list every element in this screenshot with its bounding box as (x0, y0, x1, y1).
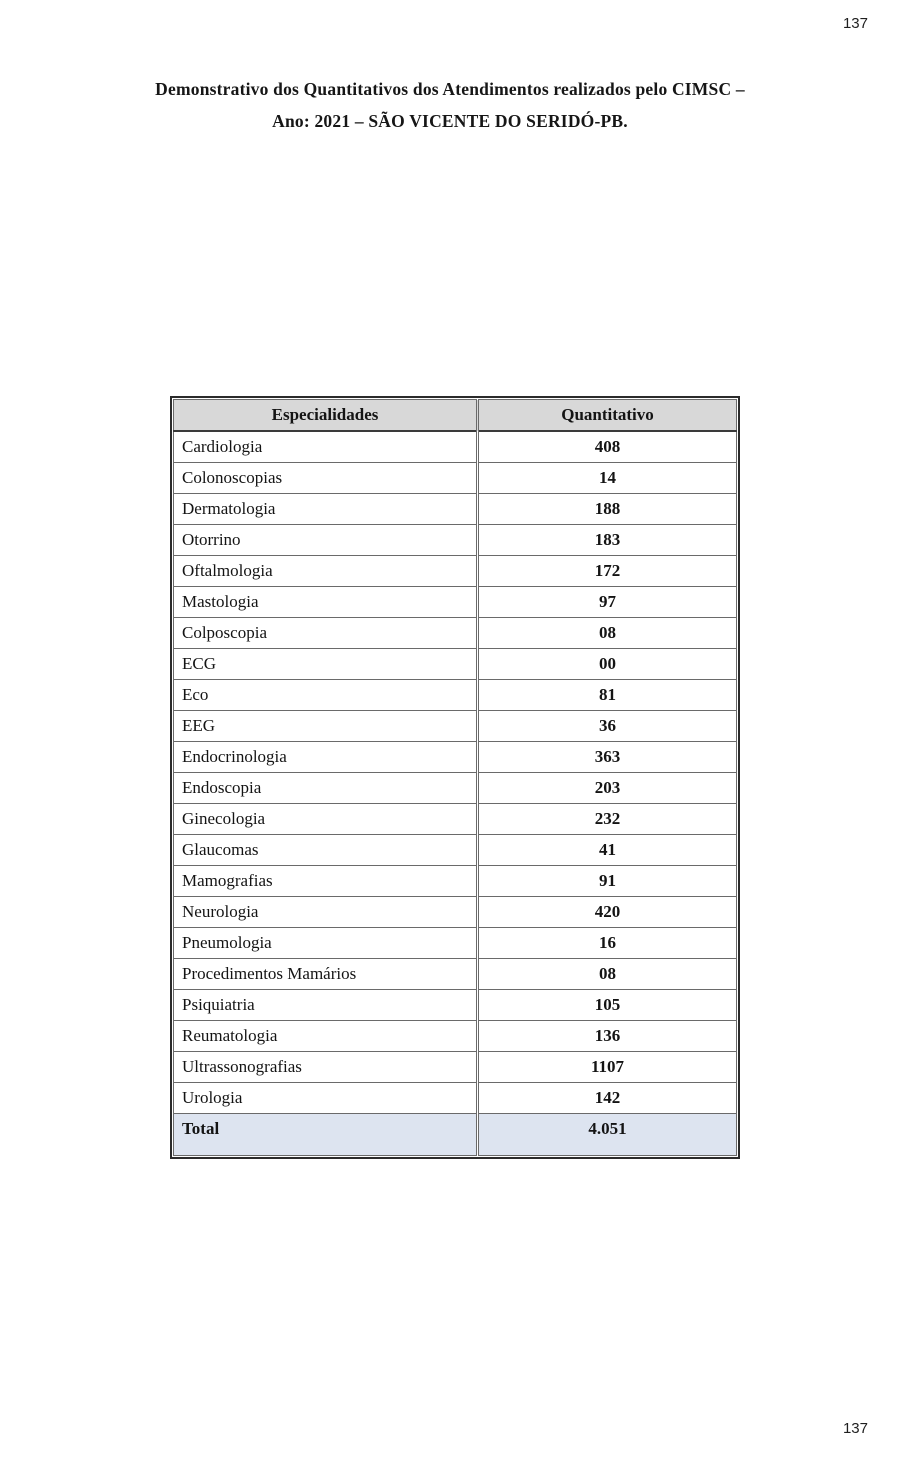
cell-especialidade: Colposcopia (174, 618, 478, 649)
cell-especialidade: Neurologia (174, 897, 478, 928)
table-row (174, 1052, 737, 1083)
cell-especialidade: Glaucomas (174, 835, 478, 866)
page-title-line-2: Ano: 2021 – SÃO VICENTE DO SERIDÓ-PB. (272, 111, 628, 131)
cell-especialidade: Urologia (174, 1083, 478, 1114)
cell-quantitativo: 97 (478, 587, 737, 618)
cell-especialidade: Endoscopia (174, 773, 478, 804)
cell-quantitativo: 105 (478, 990, 737, 1021)
cell-especialidade: Otorrino (174, 525, 478, 556)
cell-quantitativo: 142 (478, 1083, 737, 1114)
cell-quantitativo: 172 (478, 556, 737, 587)
cell-especialidade: Endocrinologia (174, 742, 478, 773)
cell-quantitativo: 408 (478, 431, 737, 463)
table-row (174, 463, 737, 494)
page-number-bottom: 137 (842, 1420, 868, 1437)
total-label: Total (174, 1114, 478, 1156)
cell-quantitativo: 232 (478, 804, 737, 835)
cell-especialidade: Oftalmologia (174, 556, 478, 587)
cell-quantitativo: 420 (478, 897, 737, 928)
atendimentos-table (173, 399, 737, 1156)
cell-especialidade: Reumatologia (174, 1021, 478, 1052)
page-number-top: 137 (842, 15, 868, 32)
page-title-line-1: Demonstrativo dos Quantitativos dos Atendimentos realizados pelo CIMSC – (155, 79, 745, 99)
cell-quantitativo: 14 (478, 463, 737, 494)
cell-quantitativo: 41 (478, 835, 737, 866)
cell-quantitativo: 08 (478, 618, 737, 649)
table-body (174, 431, 737, 1114)
cell-especialidade: ECG (174, 649, 478, 680)
total-value: 4.051 (478, 1114, 737, 1156)
column-header-especialidades: Especialidades (174, 400, 478, 432)
cell-quantitativo: 81 (478, 680, 737, 711)
cell-quantitativo: 203 (478, 773, 737, 804)
table-row (174, 742, 737, 773)
table-row (174, 835, 737, 866)
cell-especialidade: Mastologia (174, 587, 478, 618)
table-row (174, 773, 737, 804)
table-row (174, 804, 737, 835)
cell-quantitativo: 1107 (478, 1052, 737, 1083)
table-header-row (174, 400, 737, 432)
cell-especialidade: Colonoscopias (174, 463, 478, 494)
cell-especialidade: Ultrassonografias (174, 1052, 478, 1083)
table-row (174, 649, 737, 680)
cell-quantitativo: 363 (478, 742, 737, 773)
table-row (174, 556, 737, 587)
cell-quantitativo: 08 (478, 959, 737, 990)
table-row (174, 866, 737, 897)
cell-especialidade: Psiquiatria (174, 990, 478, 1021)
cell-quantitativo: 183 (478, 525, 737, 556)
cell-especialidade: Procedimentos Mamários (174, 959, 478, 990)
table-row (174, 1083, 737, 1114)
table-row (174, 525, 737, 556)
cell-quantitativo: 188 (478, 494, 737, 525)
cell-especialidade: Cardiologia (174, 431, 478, 463)
cell-quantitativo: 91 (478, 866, 737, 897)
table-row (174, 959, 737, 990)
cell-especialidade: EEG (174, 711, 478, 742)
table-total-row (174, 1114, 737, 1156)
cell-quantitativo: 00 (478, 649, 737, 680)
table-row (174, 587, 737, 618)
table-row (174, 494, 737, 525)
table-border-frame (170, 396, 740, 1159)
table-row (174, 1021, 737, 1052)
table-row (174, 680, 737, 711)
table-row (174, 711, 737, 742)
table-row (174, 618, 737, 649)
cell-quantitativo: 36 (478, 711, 737, 742)
cell-especialidade: Ginecologia (174, 804, 478, 835)
cell-quantitativo: 136 (478, 1021, 737, 1052)
table-row (174, 928, 737, 959)
table-row (174, 897, 737, 928)
cell-especialidade: Dermatologia (174, 494, 478, 525)
table-row (174, 431, 737, 463)
cell-especialidade: Pneumologia (174, 928, 478, 959)
cell-especialidade: Mamografias (174, 866, 478, 897)
column-header-quantitativo: Quantitativo (478, 400, 737, 432)
cell-especialidade: Eco (174, 680, 478, 711)
table-row (174, 990, 737, 1021)
page-title (80, 0, 820, 137)
cell-quantitativo: 16 (478, 928, 737, 959)
